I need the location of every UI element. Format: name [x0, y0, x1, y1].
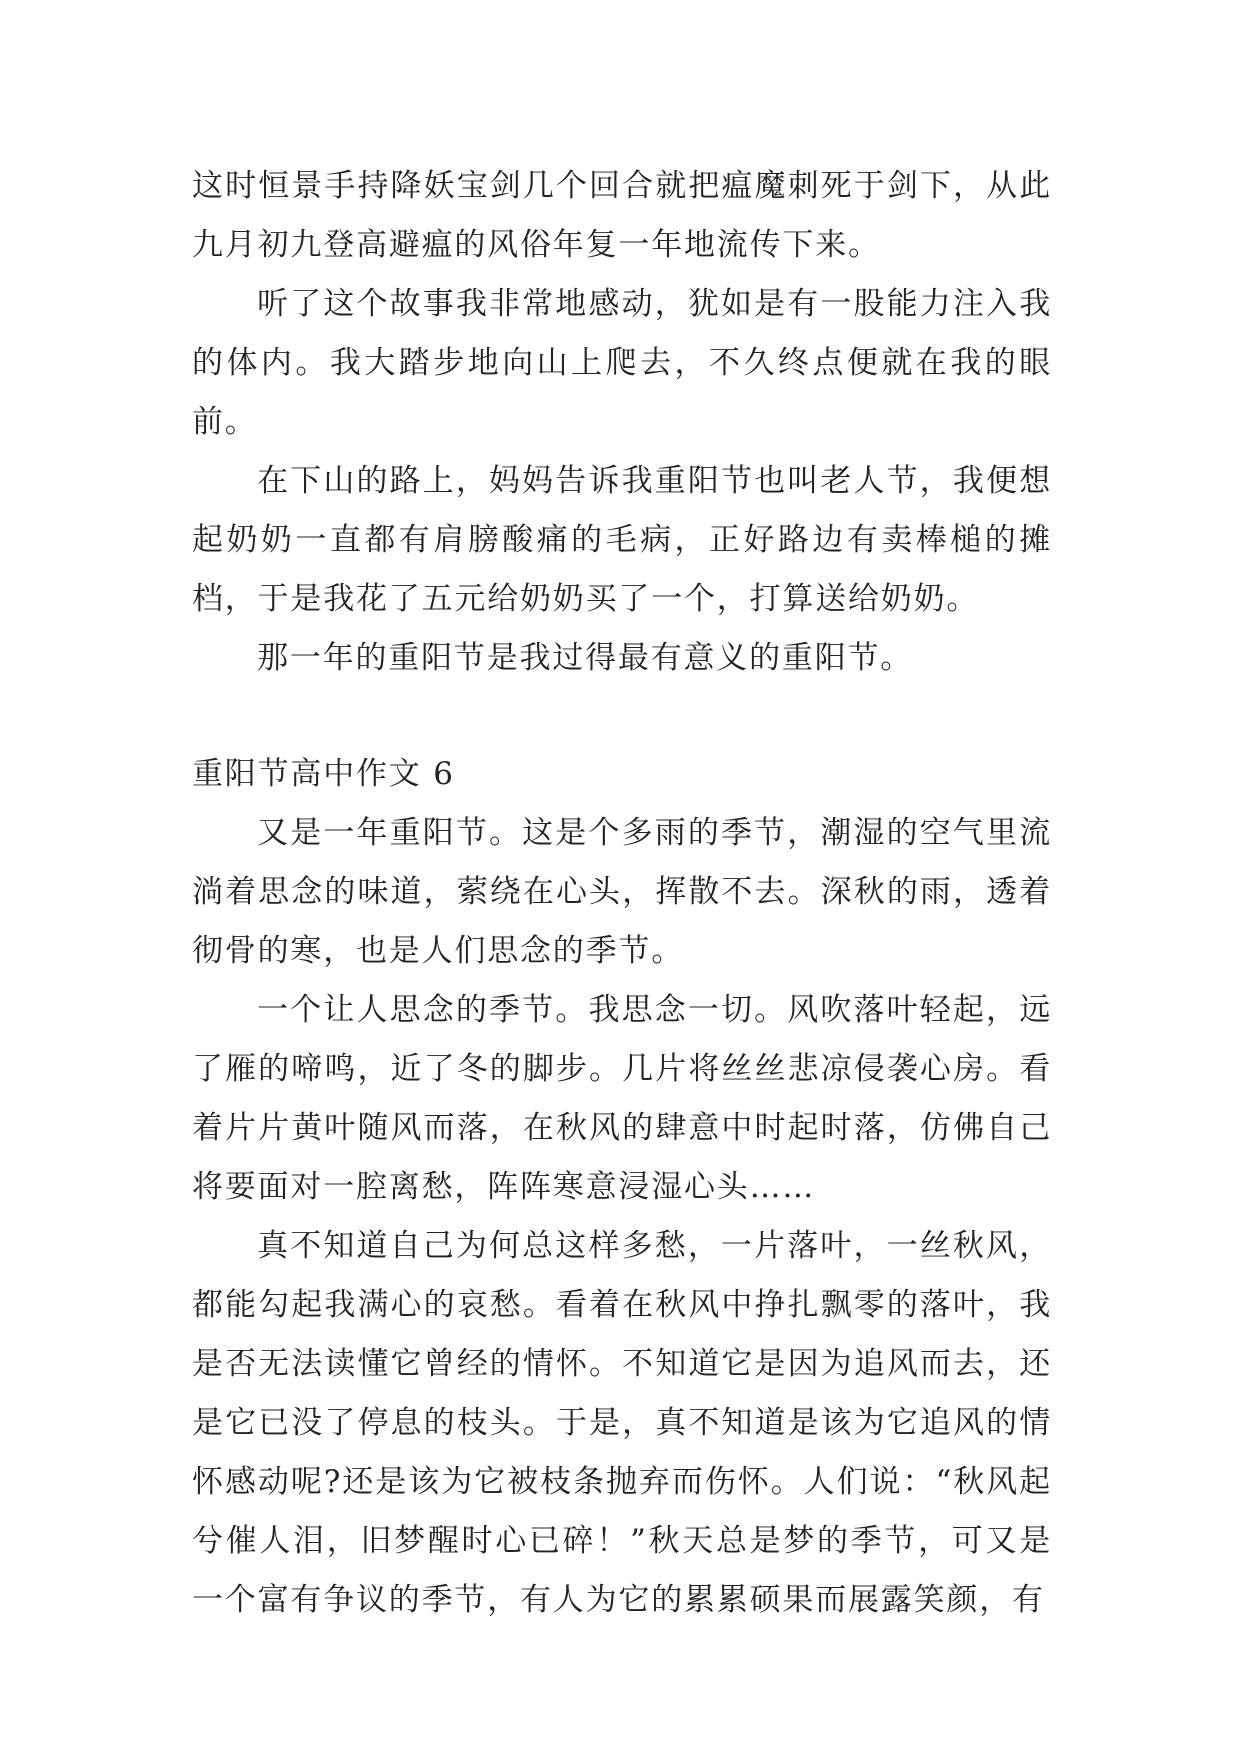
paragraph-conclusion: 那一年的重阳节是我过得最有意义的重阳节。 [257, 640, 914, 676]
paragraph-continuation: 这时恒景手持降妖宝剑几个回合就把瘟魔刺死于剑下，从此九月初九登高避瘟的风俗年复一年地流传下来。 [192, 168, 1052, 263]
paragraph-descending-mountain: 在下山的路上，妈妈告诉我重阳节也叫老人节，我便想起奶奶一直都有肩膀酸痛的毛病，正好路边有卖棒槌的摊档，于是我花了五元给奶奶买了一个，打算送给奶奶。 [192, 463, 1052, 617]
document-body [192, 157, 1052, 1630]
essay-heading: 重阳节高中作文 6 [192, 756, 455, 792]
paragraph-rainy-season: 又是一年重阳节。这是个多雨的季节，潮湿的空气里流淌着思念的味道，萦绕在心头，挥散不去。深秋的雨，透着彻骨的寒，也是人们思念的季节。 [192, 815, 1052, 969]
paragraph-autumn-sorrow: 真不知道自己为何总这样多愁，一片落叶，一丝秋风，都能勾起我满心的哀愁。看着在秋风中挣扎飘零的落叶，我是否无法读懂它曾经的情怀。不知道它是因为追风而去，还是它已没了停息的枝头。于是，真不知道是该为它追风的情怀感动呢?还是该为它被枝条抛弃而伤怀。人们说：“秋风起兮催人泪，旧梦醒时心已碎！”秋天总是梦的季节，可又是一个富有争议的季节，有人为它的累累硕果而展露笑颜，有 [192, 1228, 1052, 1618]
paragraph-missing-season: 一个让人思念的季节。我思念一切。风吹落叶轻起，远了雁的啼鸣，近了冬的脚步。几片将丝丝悲凉侵袭心房。看着片片黄叶随风而落，在秋风的肆意中时起时落，仿佛自己将要面对一腔离愁，阵阵寒意浸湿心头…… [192, 992, 1052, 1205]
paragraph-story-reflection: 听了这个故事我非常地感动，犹如是有一股能力注入我的体内。我大踏步地向山上爬去，不久终点便就在我的眼前。 [192, 286, 1052, 440]
